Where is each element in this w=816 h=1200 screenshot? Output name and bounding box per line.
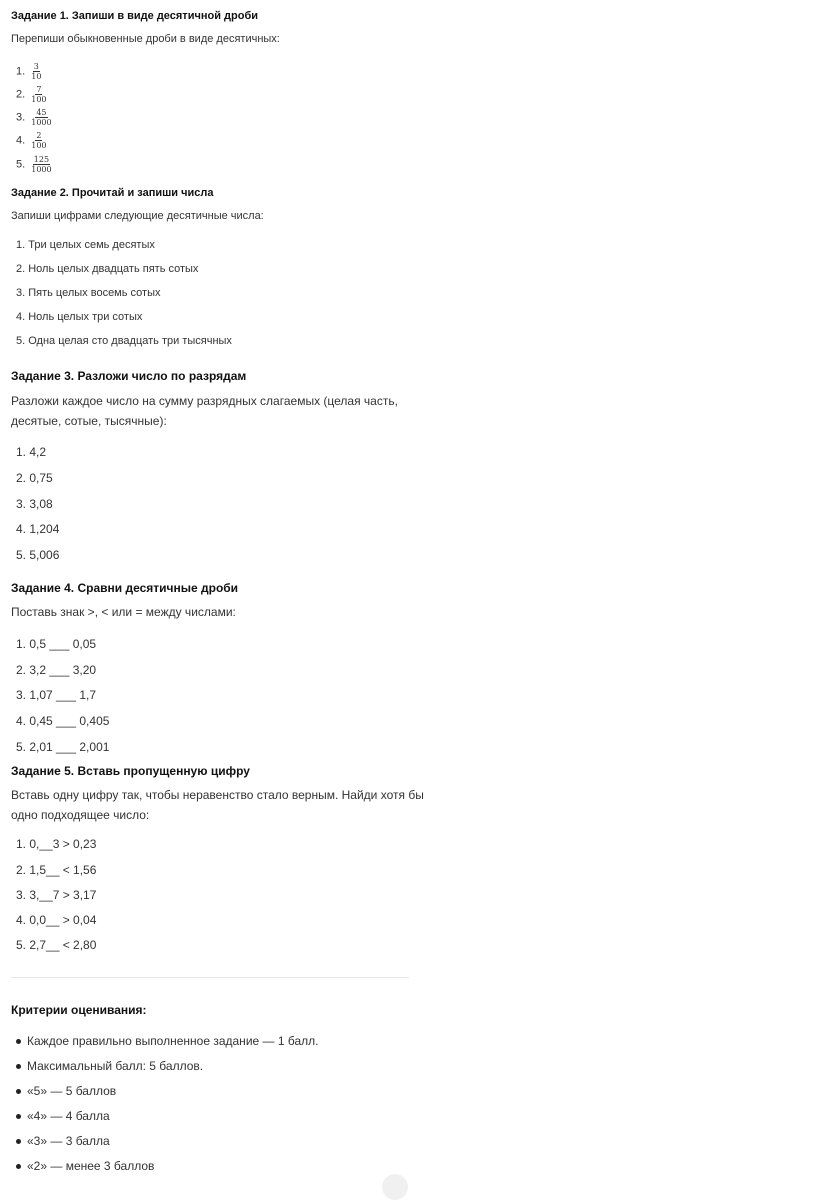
- task-5-item: 1. 0,__3 > 0,23: [16, 837, 97, 851]
- task-2-item: 3. Пять целых восемь сотых: [16, 287, 161, 299]
- item-number: 4.: [16, 134, 26, 147]
- task-2-instruction: Запиши цифрами следующие десятичные числа:: [11, 210, 264, 222]
- task-4-item: 1. 0,5 ___ 0,05: [16, 637, 97, 651]
- fraction-numerator: 2: [36, 131, 42, 140]
- bullet-icon: [16, 1139, 21, 1144]
- task-3-item: 5. 5,006: [16, 548, 60, 562]
- task-1-item: [16, 155, 53, 174]
- criteria-item: [16, 1084, 116, 1098]
- task-3-instruction-line-1: Разложи каждое число на сумму разрядных слагаемых (целая часть,: [11, 394, 398, 408]
- task-2-item: 5. Одна целая сто двадцать три тысячных: [16, 335, 232, 347]
- task-5-item: 3. 3,__7 > 3,17: [16, 888, 97, 902]
- fraction: [30, 155, 52, 174]
- criteria-item-text: «4» — 4 балла: [27, 1109, 110, 1123]
- fraction-denominator: 100: [31, 141, 47, 150]
- bullet-icon: [16, 1114, 21, 1119]
- fraction: [30, 108, 52, 127]
- criteria-item: [16, 1059, 203, 1073]
- criteria-item: [16, 1134, 110, 1148]
- task-4-title: Задание 4. Сравни десятичные дроби: [11, 581, 239, 595]
- task-1-title: Задание 1. Запиши в виде десятичной дроби: [11, 10, 259, 22]
- task-3-item: 4. 1,204: [16, 522, 60, 536]
- task-5-item: 4. 0,0__ > 0,04: [16, 913, 97, 927]
- item-number: 3.: [16, 111, 26, 124]
- task-1-item: [16, 131, 48, 150]
- criteria-item-text: «2» — менее 3 баллов: [27, 1159, 155, 1173]
- fraction: [30, 85, 47, 104]
- scroll-button[interactable]: [382, 1174, 408, 1200]
- task-2-item: 4. Ноль целых три сотых: [16, 311, 143, 323]
- task-1-item: [16, 62, 42, 81]
- task-4-item: 3. 1,07 ___ 1,7: [16, 688, 97, 702]
- bullet-icon: [16, 1089, 21, 1094]
- fraction-denominator: 10: [31, 72, 42, 81]
- criteria-title: Критерии оценивания:: [11, 1003, 147, 1017]
- task-4-item: 2. 3,2 ___ 3,20: [16, 663, 97, 677]
- fraction: [30, 62, 42, 81]
- section-divider: [11, 977, 409, 978]
- bullet-icon: [16, 1164, 21, 1169]
- criteria-item-text: «3» — 3 балла: [27, 1134, 110, 1148]
- task-2-item: 2. Ноль целых двадцать пять сотых: [16, 263, 199, 275]
- fraction-numerator: 45: [36, 108, 47, 117]
- task-3-title: Задание 3. Разложи число по разрядам: [11, 369, 247, 383]
- criteria-item-text: Каждое правильно выполненное задание — 1 балл.: [27, 1034, 319, 1048]
- criteria-item: [16, 1034, 318, 1048]
- task-4-item: 4. 0,45 ___ 0,405: [16, 714, 110, 728]
- fraction-denominator: 1000: [31, 118, 52, 127]
- fraction-denominator: 1000: [31, 165, 52, 174]
- item-number: 5.: [16, 158, 26, 171]
- criteria-item-text: Максимальный балл: 5 баллов.: [27, 1059, 204, 1073]
- task-3-item: 2. 0,75: [16, 471, 53, 485]
- fraction-numerator: 7: [36, 85, 42, 94]
- task-1-item: [16, 85, 48, 104]
- task-5-title: Задание 5. Вставь пропущенную цифру: [11, 764, 250, 778]
- bullet-icon: [16, 1039, 21, 1044]
- task-4-instruction: Поставь знак >, < или = между числами:: [11, 605, 236, 619]
- task-3-item: 3. 3,08: [16, 497, 53, 511]
- task-4-item: 5. 2,01 ___ 2,001: [16, 740, 110, 754]
- item-number: 1.: [16, 65, 26, 78]
- task-5-instruction-line-1: Вставь одну цифру так, чтобы неравенство стало верным. Найди хотя бы: [11, 788, 424, 802]
- fraction-numerator: 3: [33, 62, 39, 71]
- item-number: 2.: [16, 88, 26, 101]
- task-5-item: 2. 1,5__ < 1,56: [16, 863, 97, 877]
- task-3-instruction-line-2: десятые, сотые, тысячные):: [11, 414, 167, 428]
- fraction: [30, 131, 47, 150]
- task-2-title: Задание 2. Прочитай и запиши числа: [11, 187, 214, 199]
- bullet-icon: [16, 1064, 21, 1069]
- task-5-item: 5. 2,7__ < 2,80: [16, 938, 97, 952]
- fraction-numerator: 125: [33, 155, 50, 164]
- task-5-instruction-line-2: одно подходящее число:: [11, 808, 150, 822]
- criteria-item: [16, 1109, 110, 1123]
- criteria-item: [16, 1159, 154, 1173]
- task-1-item: [16, 108, 53, 127]
- task-3-item: 1. 4,2: [16, 445, 47, 459]
- criteria-item-text: «5» — 5 баллов: [27, 1084, 117, 1098]
- task-2-item: 1. Три целых семь десятых: [16, 239, 155, 251]
- fraction-denominator: 100: [31, 95, 47, 104]
- task-1-instruction: Перепиши обыкновенные дроби в виде десятичных:: [11, 33, 280, 45]
